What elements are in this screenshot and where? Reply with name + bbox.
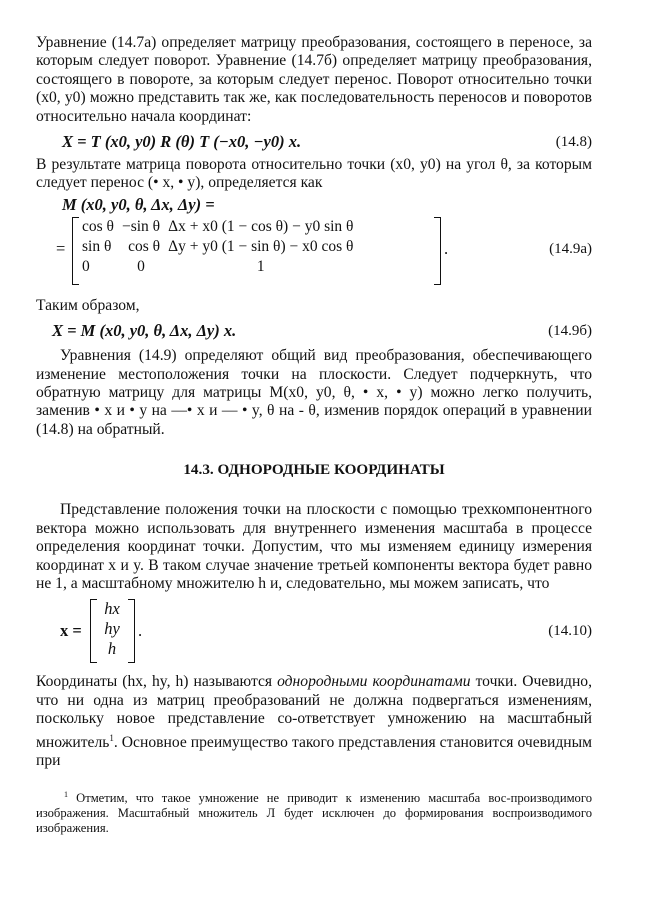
equation-14-8-number: (14.8) [555,134,592,151]
vector-right-bracket [128,599,135,663]
equation-14-10-lhs: x = [60,621,82,641]
paragraph-2: В результате матрица поворота относительно точки (x0, y0) на угол θ, за которым следует перенос (• x, • y), определяется как [36,156,592,192]
matrix-cell: cos θ [128,237,161,255]
term-homogeneous-coordinates: однородными координатами [277,673,471,691]
matrix-cell: Δx + x0 (1 − cos θ) − y0 sin θ [168,217,354,235]
equation-14-10-number: (14.10) [548,623,592,640]
matrix-row-3 [78,257,357,277]
equation-14-9a-lhs: M (x0, y0, θ, Δx, Δy) = [62,194,215,214]
page-content [36,34,592,836]
vector-left-bracket [90,599,97,663]
equation-14-10 [60,599,592,663]
matrix-right-bracket [434,217,441,285]
equation-14-9b-number: (14.9б) [548,323,592,340]
vector-component: hy [104,619,120,639]
paragraph-6-start: Координаты (hx, hy, h) называются [36,673,273,691]
paragraph-6-middle: точки. Очевидно, что ни одна из матриц преобразований не должна подвергаться изменениям, поскольку новое представление со-ответствует умножению на масштабный множитель [36,673,592,751]
equation-14-9b [52,321,592,341]
matrix-row-2 [78,237,357,257]
paragraph-4: Уравнения (14.9) определяют общий вид преобразования, обеспечивающего изменение местоположения точки на плоскости. Следует подчеркнуть, что обратную матрицу для матрицы M(x0, y0, θ, • x, • y) можно легко получить, заменив • x и • y на —• x и — • y, θ на - θ, изменив порядок операций в уравнении (14.8) на обратный. [36,347,592,438]
vector-component: hx [104,599,120,619]
matrix-cell: 0 [82,257,90,275]
rotation-matrix [78,217,357,277]
matrix-cell: 1 [256,257,265,275]
matrix-cell: −sin θ [121,217,161,235]
equation-14-8-text: X = T (x0, y0) R (θ) T (−x0, −y0) x. [62,132,302,152]
vector-component: h [107,639,117,659]
paragraph-1: Уравнение (14.7а) определяет матрицу преобразования, состоящего в переносе, за которым следует поворот. Уравнение (14.7б) определяет матрицу преобразования, состоящего в повороте, за которым следует перенос. Поворот относительно точки (x0, y0) можно представить так же, как последовательность переносов и поворотов относительно начала координат: [36,34,592,125]
footnote-text: Отметим, что такое умножение не приводит к изменению масштаба вос-производимого изображения. Масштабный множитель Л будет исключен до формирования воспроизводимого изображения. [36,790,592,836]
matrix-row-1 [78,217,357,237]
vector-column [100,599,124,659]
footnote-body [36,787,592,837]
period: . [444,238,449,258]
equation-14-9a [56,195,592,291]
footnote-mark: 1 [64,789,68,799]
paragraph-6 [36,673,592,770]
matrix-cell: Δy + y0 (1 − sin θ) − x0 cos θ [168,237,354,255]
footnote-ref: 1 [109,732,114,743]
paragraph-5: Представление положения точки на плоскости с помощью трехкомпонентного вектора можно использовать для внутреннего изменения масштаба в процессе определения координат точки. Допустим, что мы изменяем единицу измерения координат x и y. В таком случае значение третьей компоненты вектора будет равно не 1, а масштабному множителю h и, следовательно, мы можем записать, что [36,501,592,592]
equation-14-8 [62,132,592,152]
equals-sign: = [56,238,66,258]
section-heading: 14.3. ОДНОРОДНЫЕ КООРДИНАТЫ [183,461,445,479]
equation-14-9b-text: X = M (x0, y0, θ, Δx, Δy) x. [52,321,237,341]
footnote [36,787,592,837]
matrix-cell: sin θ [82,237,112,255]
matrix-cell: cos θ [82,217,114,235]
matrix-cell: 0 [137,257,145,275]
paragraph-6-end: . Основное преимущество такого представления становится очевидным при [36,733,592,770]
equation-14-9a-number: (14.9а) [549,240,592,257]
period: . [138,621,143,641]
paragraph-3: Таким образом, [36,296,140,314]
